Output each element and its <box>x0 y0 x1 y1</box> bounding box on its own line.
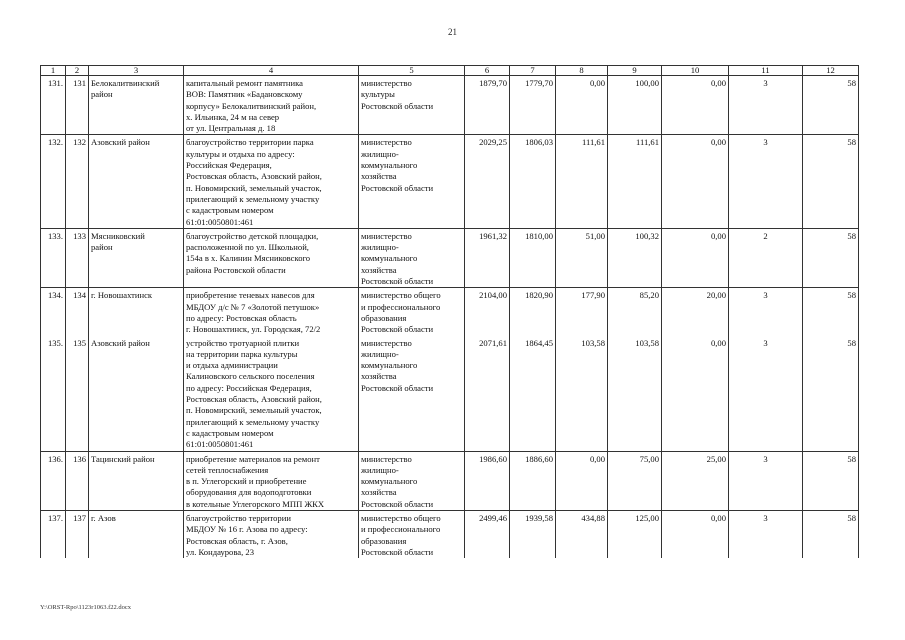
table-row <box>41 228 859 287</box>
column-header: 8 <box>556 66 608 76</box>
row-index: 137. <box>41 510 66 558</box>
column-header: 9 <box>608 66 662 76</box>
table-row <box>41 510 859 558</box>
value-cell: 111,61 <box>556 135 608 228</box>
value-cell: 2029,25 <box>465 135 510 228</box>
value-cell: 0,00 <box>662 135 729 228</box>
value-cell: 58 <box>803 451 859 510</box>
value-cell: 2071,61 <box>465 336 510 451</box>
district-cell: Тацинский район <box>89 451 184 510</box>
value-cell: 103,58 <box>556 336 608 451</box>
table-row <box>41 76 859 135</box>
description-cell: приобретение материалов на ремонт сетей теплоснабжения в п. Углегорский и приобретение оборудования для водоподготовки в котельные Углегорского МПП ЖКХ <box>184 451 359 510</box>
ministry-cell: министерство жилищно- коммунального хозяйства Ростовской области <box>359 451 465 510</box>
table-body <box>41 66 859 559</box>
value-cell: 0,00 <box>662 76 729 135</box>
budget-table <box>40 65 859 558</box>
value-cell: 1879,70 <box>465 76 510 135</box>
file-path-footer: Y:\ORST-Rpo\1123r1063.f22.docx <box>40 604 132 611</box>
value-cell: 20,00 <box>662 288 729 336</box>
value-cell: 0,00 <box>662 510 729 558</box>
district-cell: Мясниковский район <box>89 228 184 287</box>
column-header: 2 <box>66 66 89 76</box>
value-cell: 1939,58 <box>510 510 556 558</box>
row-index: 131. <box>41 76 66 135</box>
district-cell: г. Азов <box>89 510 184 558</box>
column-header: 7 <box>510 66 556 76</box>
value-cell: 177,90 <box>556 288 608 336</box>
description-cell: устройство тротуарной плитки на территории парка культуры и отдыха администрации Калиновского сельского поселения по адресу: Российская Федерация, Ростовская область, Азовский район, п. Новомирский, земельный участок, прилегающий к земельному участку с кадастровым номером 61:01:0050801:461 <box>184 336 359 451</box>
value-cell: 51,00 <box>556 228 608 287</box>
value-cell: 1961,32 <box>465 228 510 287</box>
row-number: 134 <box>66 288 89 336</box>
value-cell: 3 <box>729 135 803 228</box>
value-cell: 3 <box>729 76 803 135</box>
value-cell: 1820,90 <box>510 288 556 336</box>
column-header: 10 <box>662 66 729 76</box>
row-number: 132 <box>66 135 89 228</box>
district-cell: г. Новошахтинск <box>89 288 184 336</box>
ministry-cell: министерство общего и профессионального образования Ростовской области <box>359 288 465 336</box>
description-cell: приобретение теневых навесов для МБДОУ д/с № 7 «Золотой петушок» по адресу: Ростовская область г. Новошахтинск, ул. Городская, 72/2 <box>184 288 359 336</box>
ministry-cell: министерство жилищно- коммунального хозяйства Ростовской области <box>359 336 465 451</box>
value-cell: 3 <box>729 510 803 558</box>
table-row <box>41 336 859 451</box>
value-cell: 0,00 <box>662 228 729 287</box>
value-cell: 111,61 <box>608 135 662 228</box>
column-header: 11 <box>729 66 803 76</box>
value-cell: 2104,00 <box>465 288 510 336</box>
value-cell: 2499,46 <box>465 510 510 558</box>
value-cell: 25,00 <box>662 451 729 510</box>
district-cell: Азовский район <box>89 336 184 451</box>
value-cell: 85,20 <box>608 288 662 336</box>
value-cell: 125,00 <box>608 510 662 558</box>
ministry-cell: министерство культуры Ростовской области <box>359 76 465 135</box>
value-cell: 58 <box>803 510 859 558</box>
value-cell: 1779,70 <box>510 76 556 135</box>
table-row <box>41 288 859 336</box>
description-cell: благоустройство территории парка культуры и отдыха по адресу: Российская Федерация, Ростовская область, Азовский район, п. Новомирский, земельный участок, прилегающий к земельному участку с кадастровым номером 61:01:0050801:461 <box>184 135 359 228</box>
header-row <box>41 66 859 76</box>
row-index: 136. <box>41 451 66 510</box>
value-cell: 0,00 <box>662 336 729 451</box>
column-header: 5 <box>359 66 465 76</box>
district-cell: Азовский район <box>89 135 184 228</box>
row-number: 135 <box>66 336 89 451</box>
ministry-cell: министерство общего и профессионального образования Ростовской области <box>359 510 465 558</box>
value-cell: 1806,03 <box>510 135 556 228</box>
value-cell: 1986,60 <box>465 451 510 510</box>
row-number: 137 <box>66 510 89 558</box>
description-cell: благоустройство детской площадки, расположенной по ул. Школьной, 154а в х. Калинин Мясниковского района Ростовской области <box>184 228 359 287</box>
value-cell: 103,58 <box>608 336 662 451</box>
value-cell: 434,88 <box>556 510 608 558</box>
row-number: 133 <box>66 228 89 287</box>
value-cell: 2 <box>729 228 803 287</box>
row-number: 131 <box>66 76 89 135</box>
value-cell: 0,00 <box>556 451 608 510</box>
table-row <box>41 451 859 510</box>
row-index: 135. <box>41 336 66 451</box>
value-cell: 0,00 <box>556 76 608 135</box>
value-cell: 1864,45 <box>510 336 556 451</box>
page-number: 21 <box>448 27 457 37</box>
column-header: 6 <box>465 66 510 76</box>
column-header: 1 <box>41 66 66 76</box>
value-cell: 3 <box>729 451 803 510</box>
row-number: 136 <box>66 451 89 510</box>
column-header: 4 <box>184 66 359 76</box>
description-cell: капитальный ремонт памятника ВОВ: Памятник «Бадановскому корпусу» Белокалитвинский район, х. Ильинка, 24 м на север от ул. Центральная д. 18 <box>184 76 359 135</box>
value-cell: 3 <box>729 288 803 336</box>
value-cell: 1810,00 <box>510 228 556 287</box>
value-cell: 75,00 <box>608 451 662 510</box>
value-cell: 58 <box>803 228 859 287</box>
value-cell: 58 <box>803 135 859 228</box>
value-cell: 100,32 <box>608 228 662 287</box>
district-cell: Белокалитвинский район <box>89 76 184 135</box>
value-cell: 100,00 <box>608 76 662 135</box>
row-index: 133. <box>41 228 66 287</box>
value-cell: 3 <box>729 336 803 451</box>
column-header: 3 <box>89 66 184 76</box>
description-cell: благоустройство территории МБДОУ № 16 г. Азова по адресу: Ростовская область, г. Азов, ул. Кондаурова, 23 <box>184 510 359 558</box>
table-row <box>41 135 859 228</box>
column-header: 12 <box>803 66 859 76</box>
value-cell: 58 <box>803 288 859 336</box>
row-index: 132. <box>41 135 66 228</box>
value-cell: 58 <box>803 76 859 135</box>
row-index: 134. <box>41 288 66 336</box>
ministry-cell: министерство жилищно- коммунального хозяйства Ростовской области <box>359 228 465 287</box>
value-cell: 1886,60 <box>510 451 556 510</box>
ministry-cell: министерство жилищно- коммунального хозяйства Ростовской области <box>359 135 465 228</box>
value-cell: 58 <box>803 336 859 451</box>
